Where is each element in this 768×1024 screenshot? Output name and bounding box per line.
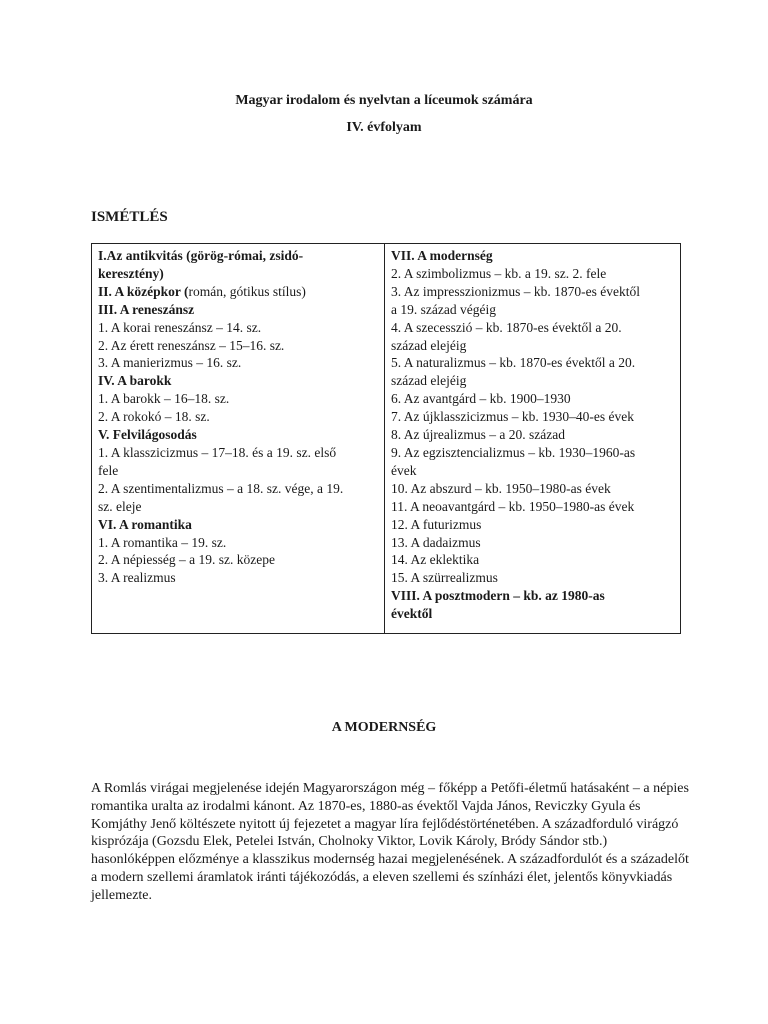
table-line: 15. A szürrealizmus [391,570,498,586]
table-line: VIII. A posztmodern – kb. az 1980-as [391,588,605,604]
table-line: évek [391,462,417,478]
table-line: 2. A szentimentalizmus – a 18. sz. vége, a 19. [98,480,344,496]
body-paragraph: A Romlás virágai megjelenése idején Magyarországon még – főképp a Petőfi-életmű hatásaként – a népies romantika uralta az irodalmi kánont. Az 1870-es, 1880-as évektől Vajda János, Reviczky Gyula és Komjáthy Jenő költészete nyitott új fejezetet a magyar líra fejlődéstörténetében. A századforduló virágzó kisprózája (Gozsdu Elek, Petelei István, Cholnoky Viktor, Lovik Károly, Bródy Sándor stb.) hasonlóképpen előzménye a klasszikus modernség hazai megjelenésének. A századfordulót és a századelőt a modern szellemi áramlatok iránti tájékozódás, a eleven szellemi és színházi élet, jelentős könyvkiadás jellemezte. [91,781,689,903]
table-line [98,283,378,301]
table-line: 10. Az abszurd – kb. 1950–1980-as évek [391,480,611,496]
table-line: 11. A neoavantgárd – kb. 1950–1980-as évek [391,498,635,514]
table-line: 1. A klasszicizmus – 17–18. és a 19. sz. első [98,444,337,460]
table-line: 3. Az impresszionizmus – kb. 1870-es évektől [391,283,640,299]
table-line-bold-part: II. A középkor ( [98,283,189,299]
table-line: 2. Az érett reneszánsz – 15–16. sz. [98,337,285,353]
table-line: 1. A romantika – 19. sz. [98,534,227,550]
table-line: 12. A futurizmus [391,516,482,532]
table-column-left [92,244,385,633]
table-line: 8. Az újrealizmus – a 20. század [391,427,565,443]
table-line: 2. A népiesség – a 19. sz. közepe [98,552,275,568]
table-line: 9. Az egzisztencializmus – kb. 1930–1960-as [391,444,636,460]
table-line: 14. Az eklektika [391,552,480,568]
table-column-right [385,244,680,633]
table-line: 1. A korai reneszánsz – 14. sz. [98,319,262,335]
table-line: 13. A dadaizmus [391,534,481,550]
table-line: évektől [391,606,433,622]
table-line: VII. A modernség [391,248,493,263]
section-heading-modernism: A MODERNSÉG [331,720,437,735]
table-line: 3. A realizmus [98,570,176,586]
table-line: 2. A szimbolizmus – kb. a 19. sz. 2. fele [391,265,607,281]
table-line: I.Az antikvitás (görög-római, zsidó- [98,248,304,263]
table-line: 7. Az újklasszicizmus – kb. 1930–40-es évek [391,409,634,425]
table-line: a 19. század végéig [391,301,496,317]
table-line: század elejéig [391,373,467,389]
table-line: 5. A naturalizmus – kb. 1870-es évektől a 20. [391,355,636,371]
table-line: sz. eleje [98,498,142,514]
table-line: század elejéig [391,337,467,353]
table-line: 6. Az avantgárd – kb. 1900–1930 [391,391,571,407]
document-subtitle: IV. évfolyam [346,120,422,135]
table-line: IV. A barokk [98,373,172,389]
table-line: 3. A manierizmus – 16. sz. [98,355,242,371]
table-line: III. A reneszánsz [98,301,195,317]
table-line: 4. A szecesszió – kb. 1870-es évektől a 20. [391,319,622,335]
table-line: VI. A romantika [98,516,192,532]
document-title: Magyar irodalom és nyelvtan a líceumok számára [235,93,533,108]
table-line: keresztény) [98,265,164,281]
table-line: 2. A rokokó – 18. sz. [98,409,210,425]
section-heading-review: ISMÉTLÉS [91,209,168,225]
review-table [91,243,681,634]
table-line-rest: román, gótikus stílus) [188,283,306,299]
table-line: fele [98,462,119,478]
table-line: V. Felvilágosodás [98,427,197,443]
table-line: 1. A barokk – 16–18. sz. [98,391,230,407]
